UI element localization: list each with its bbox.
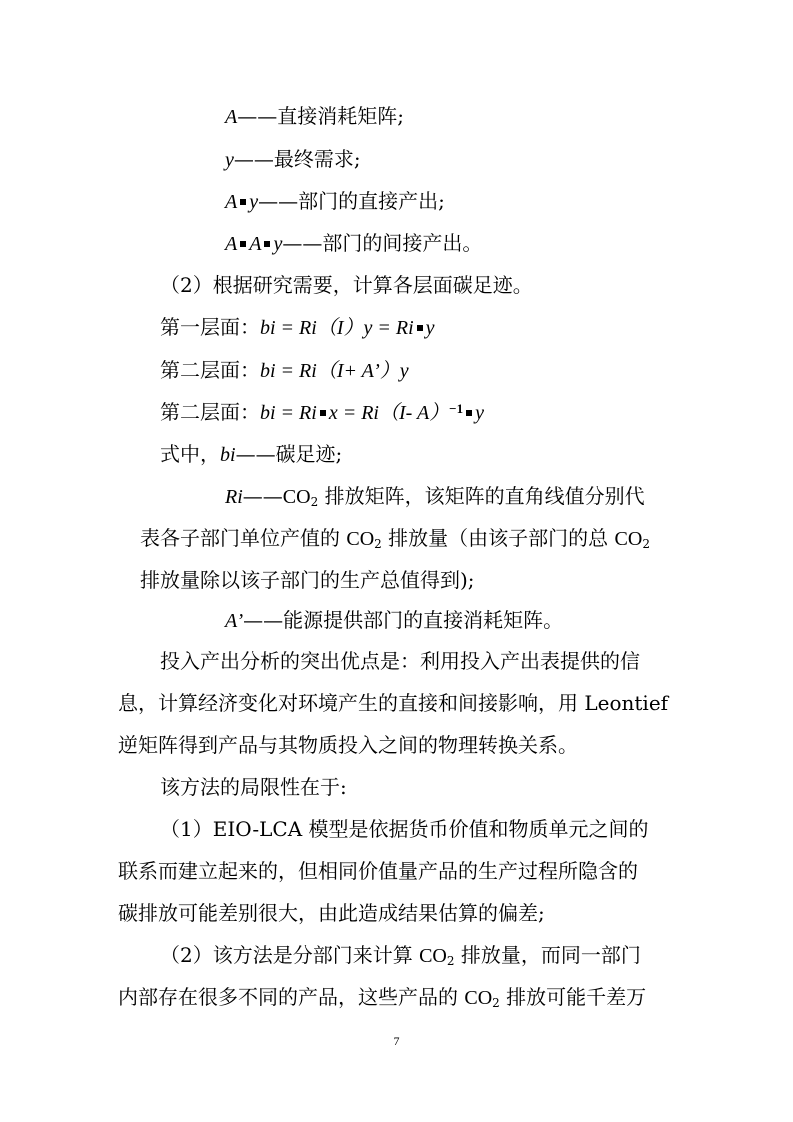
- symbol-a: A: [225, 233, 238, 255]
- co2-text: CO: [282, 486, 311, 508]
- def-text: 能源提供部门的直接消耗矩阵。: [283, 608, 564, 632]
- def-aay-line: [225, 229, 482, 258]
- aprime-line: [225, 606, 563, 635]
- def-text: 排放量（由该子部门的总: [381, 526, 615, 550]
- layer-label: 第二层面：: [160, 400, 260, 424]
- def-text: 碳足迹;: [275, 442, 343, 466]
- dash: ——: [235, 442, 276, 466]
- where-line: [160, 440, 342, 469]
- multiply-dot-icon: [240, 241, 246, 247]
- co2-text: CO: [419, 945, 447, 967]
- page-number: 7: [393, 1034, 400, 1048]
- limit1-line3: 碳排放可能差别很大，由此造成结果估算的偏差;: [118, 901, 545, 925]
- formula: bi = Ri（I+ A’）y: [260, 360, 409, 382]
- limit-text: （2）该方法是分部门来计算: [160, 943, 420, 967]
- formula: bi = Ri（I）y = Ri: [260, 317, 414, 339]
- formula: y: [475, 402, 484, 424]
- limit2-line2: [118, 983, 646, 1012]
- symbol-y: y: [225, 149, 234, 171]
- dash: ——: [233, 147, 274, 171]
- formula: bi = Ri: [260, 402, 317, 424]
- limit1-line2: 联系而建立起来的，但相同价值量产品的生产过程所隐含的: [118, 859, 638, 883]
- symbol-y: y: [273, 233, 283, 255]
- subscript: 2: [374, 537, 382, 551]
- layer1-line: [160, 313, 435, 342]
- symbol-a-prime: A’: [225, 610, 244, 632]
- adv-line3: 逆矩阵得到产品与其物质投入之间的物理转换关系。: [118, 733, 578, 757]
- layer-label: 第一层面：: [160, 315, 260, 339]
- symbol-a: A: [225, 106, 238, 128]
- subscript: 2: [492, 996, 500, 1010]
- formula: y: [425, 317, 435, 339]
- def-text: 直接消耗矩阵;: [277, 104, 404, 128]
- def-ay-line: [225, 187, 445, 216]
- symbol-y: y: [249, 191, 259, 213]
- def-y-line: [225, 145, 361, 174]
- limit2-line1: [160, 941, 641, 970]
- dash: ——: [258, 189, 299, 213]
- dash: ——: [243, 608, 284, 632]
- def-text: 表各子部门单位产值的: [140, 526, 347, 550]
- multiply-dot-icon: [417, 325, 423, 331]
- def-text: 部门的间接产出。: [322, 231, 483, 255]
- def-text: 部门的直接产出;: [298, 189, 445, 213]
- ri-line3: 排放量除以该子部门的生产总值得到);: [140, 568, 475, 592]
- limit-text: 内部存在很多不同的产品，这些产品的: [118, 985, 465, 1009]
- dash: ——: [242, 484, 283, 508]
- ri-line1: [225, 482, 645, 511]
- adv-line1: 投入产出分析的突出优点是：利用投入产出表提供的信: [160, 649, 640, 673]
- multiply-dot-icon: [264, 241, 270, 247]
- where-label: 式中，: [160, 442, 220, 466]
- co2-text: CO: [464, 987, 493, 1009]
- exponent: −1: [449, 401, 464, 416]
- step2-line: （2）根据研究需要，计算各层面碳足迹。: [160, 273, 533, 297]
- dash: ——: [237, 104, 278, 128]
- symbol-a: A: [249, 233, 262, 255]
- limit-text: 排放可能千差万: [499, 985, 647, 1009]
- symbol-ri: Ri: [225, 486, 243, 508]
- limit-text: 排放量，而同一部门: [454, 943, 641, 967]
- symbol-bi: bi: [220, 444, 236, 466]
- adv-line2: 息，计算经济变化对环境产生的直接和间接影响，用 Leontief: [118, 691, 669, 715]
- co2-text: CO: [346, 528, 375, 550]
- multiply-dot-icon: [466, 410, 472, 416]
- formula: = Ri（I- A）: [337, 402, 450, 424]
- multiply-dot-icon: [240, 199, 246, 205]
- limit1-line1: （1）EIO-LCA 模型是依据货币价值和物质单元之间的: [160, 817, 649, 841]
- co2-text: CO: [614, 528, 643, 550]
- subscript: 2: [310, 495, 319, 509]
- def-text: 最终需求;: [273, 147, 361, 171]
- symbol-a: A: [225, 191, 238, 213]
- def-a-line: [225, 102, 404, 131]
- layer-label: 第二层面：: [160, 358, 260, 382]
- dash: ——: [282, 231, 323, 255]
- formula: x: [328, 402, 338, 424]
- layer2-line: [160, 356, 409, 385]
- limit-intro: 该方法的局限性在于:: [160, 775, 347, 799]
- ri-line2: [140, 524, 650, 553]
- layer3-line: [160, 398, 484, 427]
- multiply-dot-icon: [320, 410, 326, 416]
- def-text: 排放矩阵，该矩阵的直角线值分别代: [318, 484, 645, 508]
- subscript: 2: [446, 954, 455, 968]
- subscript: 2: [642, 537, 650, 551]
